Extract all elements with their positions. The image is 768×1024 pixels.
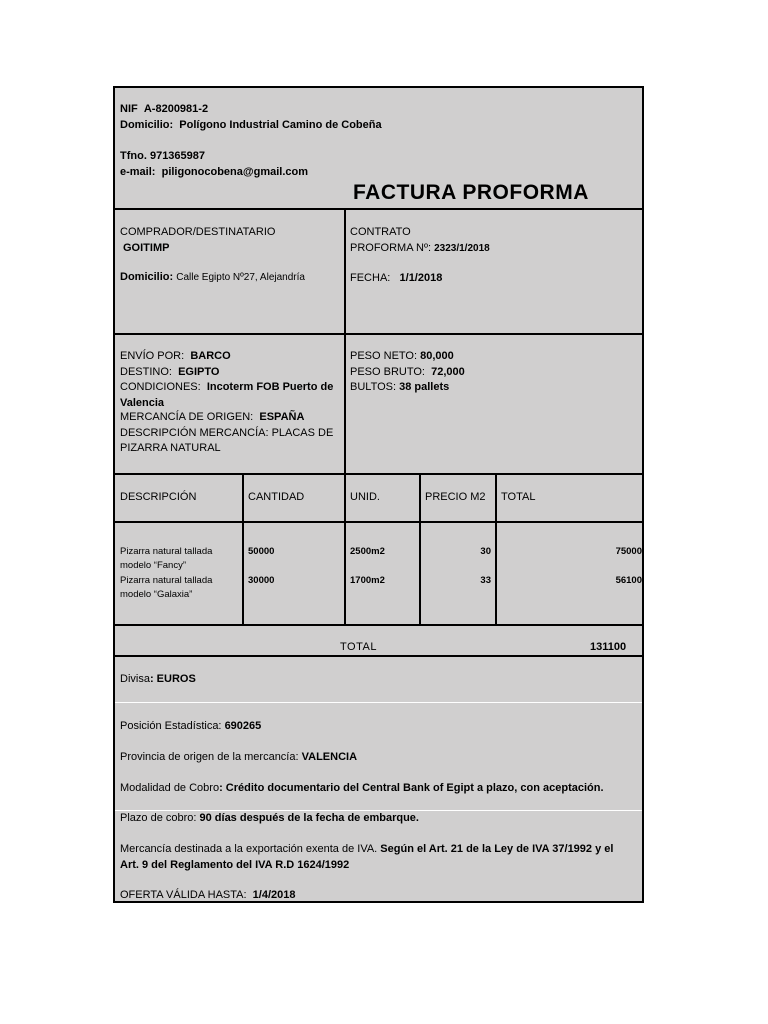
iva-line-2: Art. 9 del Reglamento del IVA R.D 1624/1992 [120, 859, 350, 871]
oferta-value: 1/4/2018 [252, 889, 296, 901]
peso-bruto-value: 72,000 [431, 366, 465, 378]
total-label: TOTAL [340, 641, 377, 653]
fecha-value: 1/1/2018 [399, 272, 443, 284]
row-2-total: 56100 [615, 575, 642, 586]
invoice-frame [113, 86, 644, 903]
modalidad-line [120, 781, 604, 796]
modalidad-label: Modalidad de Cobro [120, 782, 220, 794]
origen-value: ESPAÑA [259, 411, 305, 423]
divider [115, 624, 642, 626]
envio-value: BARCO [190, 350, 231, 362]
proforma-value: 2323/1/2018 [434, 243, 490, 254]
row-2-unid: 1700m2 [350, 575, 385, 586]
bultos-value: 38 pallets [399, 381, 450, 393]
descripcion-line-2: PIZARRA NATURAL [120, 442, 221, 454]
fecha-line [350, 271, 442, 286]
descripcion-line-1: DESCRIPCIÓN MERCANCÍA: PLACAS DE [120, 427, 334, 439]
row-2-precio: 33 [480, 575, 491, 586]
tfno-line [120, 149, 205, 164]
tfno-value: 971365987 [149, 150, 206, 162]
proforma-line [350, 241, 490, 256]
fecha-label: FECHA: [350, 272, 391, 284]
oferta-label: OFERTA VÁLIDA HASTA: [120, 889, 247, 901]
domicilio-label: Domicilio: [120, 119, 174, 131]
buyer-domicilio-label: Domicilio: [120, 271, 174, 283]
iva-text: Mercancía destinada a la exportación exenta de IVA. [120, 843, 378, 855]
column-divider [344, 473, 346, 624]
envio-line [120, 349, 231, 364]
divider [115, 702, 642, 703]
peso-neto-value: 80,000 [420, 350, 454, 362]
posicion-label: Posición Estadística: [120, 720, 222, 732]
iva-line-1 [120, 842, 613, 857]
contract-label: CONTRATO [350, 226, 411, 238]
buyer-domicilio-value: Calle Egipto Nº27, Alejandría [176, 272, 305, 283]
plazo-value: 90 días después de la fecha de embarque. [199, 812, 419, 824]
row-2-desc-1: Pizarra natural tallada [120, 575, 213, 586]
provincia-label: Provincia de origen de la mercancía: [120, 751, 299, 763]
posicion-line [120, 719, 261, 734]
origen-label: MERCANCÍA DE ORIGEN: [120, 411, 254, 423]
bultos-line [350, 380, 449, 395]
divider [115, 333, 642, 335]
divider [115, 655, 642, 657]
condiciones-value-cont: Valencia [120, 397, 165, 409]
divider [115, 473, 642, 475]
plazo-label: Plazo de cobro: [120, 812, 197, 824]
row-1-unid: 2500m2 [350, 546, 385, 557]
destino-value: EGIPTO [178, 366, 220, 378]
email-value: piligonocobena@gmail.com [161, 166, 308, 178]
iva-bold-1: Según el Art. 21 de la Ley de IVA 37/1992 y el [380, 843, 614, 855]
column-divider [242, 473, 244, 624]
row-1-desc-1: Pizarra natural tallada [120, 546, 213, 557]
proforma-label: PROFORMA Nº: [350, 242, 432, 254]
buyer-label: COMPRADOR/DESTINATARIO [120, 226, 276, 238]
col-header-total: TOTAL [501, 491, 536, 503]
peso-neto-line [350, 349, 454, 364]
peso-bruto-label: PESO BRUTO: [350, 366, 425, 378]
row-1-precio: 30 [480, 546, 491, 557]
divisa-label: Divisa [120, 673, 150, 685]
email-label: e-mail: [120, 166, 156, 178]
modalidad-value: : Crédito documentario del Central Bank of Egipt a plazo, con aceptación. [219, 782, 604, 794]
origen-line [120, 410, 304, 425]
row-1-desc-2: modelo “Fancy” [120, 560, 186, 571]
provincia-line [120, 750, 357, 765]
divider [115, 521, 642, 523]
row-1-total: 75000 [615, 546, 642, 557]
posicion-value: 690265 [224, 720, 262, 732]
col-header-unid: UNID. [350, 491, 380, 503]
domicilio-line [120, 118, 382, 133]
nif-line [120, 102, 208, 117]
email-line [120, 165, 308, 180]
plazo-line [120, 811, 419, 826]
peso-neto-label: PESO NETO: [350, 350, 418, 362]
col-header-descripcion: DESCRIPCIÓN [120, 491, 197, 503]
condiciones-line [120, 380, 333, 395]
col-header-cantidad: CANTIDAD [248, 491, 305, 503]
nif-label: NIF [120, 103, 138, 115]
row-1-cantidad: 50000 [248, 546, 275, 557]
column-divider [419, 473, 421, 624]
destino-line [120, 365, 219, 380]
divisa-value: : EUROS [149, 673, 196, 685]
bultos-label: BULTOS: [350, 381, 397, 393]
buyer-name: GOITIMP [123, 242, 170, 254]
row-2-cantidad: 30000 [248, 575, 275, 586]
row-2-desc-2: modelo “Galaxia” [120, 589, 193, 600]
divisa-line [120, 672, 196, 687]
col-header-precio: PRECIO M2 [425, 491, 486, 503]
column-divider [495, 473, 497, 624]
column-divider [344, 208, 346, 473]
oferta-line [120, 888, 296, 903]
domicilio-value: Polígono Industrial Camino de Cobeña [179, 119, 382, 131]
total-value: 131100 [590, 641, 627, 653]
condiciones-label: CONDICIONES: [120, 381, 201, 393]
nif-value: A-8200981-2 [143, 103, 209, 115]
tfno-label: Tfno. [120, 150, 147, 162]
envio-label: ENVÍO POR: [120, 350, 185, 362]
page-title: FACTURA PROFORMA [353, 181, 589, 204]
peso-bruto-line [350, 365, 465, 380]
buyer-domicilio [120, 270, 305, 285]
destino-label: DESTINO: [120, 366, 172, 378]
divider [115, 208, 642, 210]
provincia-value: VALENCIA [301, 751, 358, 763]
condiciones-value: Incoterm FOB Puerto de [206, 381, 334, 393]
